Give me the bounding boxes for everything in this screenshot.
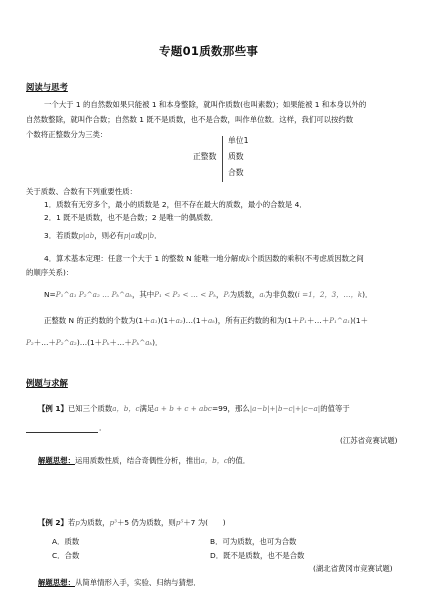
answer-blank[interactable] [26,432,98,433]
divisor-formula-line-2: P₂＋…＋P₂^a₂)…(1＋Pₖ＋…＋Pₖ^aₖ)． [26,338,163,347]
property-1: 1．质数有无穷多个，最小的质数是 2，但不存在最大的质数，最小的合数是 4． [44,200,307,209]
section-heading-reading: 阅读与思考 [26,82,68,92]
option-d[interactable]: D．既不是质数，也不是合数 [210,551,305,560]
example-2-hint: 解题思想：从简单情形入手，实验、归纳与猜想． [38,578,201,587]
classification-item-unit: 单位1 [228,136,249,145]
intro-line-2: 自然数整除，就叫作合数；自然数 1 既不是质数，也不是合数，叫作单位数．这样，我们可以按约数 [26,115,354,124]
option-a[interactable]: A．质数 [52,537,80,546]
example-1-hint: 解题思想：运用质数性质，结合奇偶性分析，推出a，b，c的值． [38,456,251,465]
classification-item-composite: 合数 [228,168,244,177]
classification-bracket [222,136,223,182]
math-prime-product: P₁^a₁ P₂^a₂ … Pₖ^aₖ [55,290,132,299]
example-2-tag: 【例 2】 [38,518,68,527]
property-4-line-2: 的顺序关系)： [26,268,74,277]
example-2-source: (湖北省黄冈市竞赛试题) [313,564,393,573]
math-prime-order: P₁ < P₂ < … < Pₖ [154,290,217,299]
example-1-source: (江苏省竞赛试题) [340,436,398,445]
math-p-divides-a: p|a [123,231,136,240]
classification-label: 正整数 [193,152,217,161]
page: 专题01质数那些事 阅读与思考 一个大于 1 的自然数如果只能被 1 和本身整除，就叫作质数(也叫素数)；如果能被 1 和本身以外的 自然数整除，就叫作合数；自然数 1 既不是质数，也不是合数，叫作单位数．这样，我们可以按约数 个数将正整数分为三类： 正整数 单位1 质数 合数 关于质数、合数有下列重要性质： 1．质数有无穷多个，最小的质数是 2，但不存在最大的质数，最小的合数是 4． 2．1 既不是质数，也不是合数；2 是唯一的偶质数． 3．若质数p|ab，则必有p|a或p|b． 4．算术基本定理：任意一个大于 1 的整数 N 能唯一地分解成k个质因数的乘积(不考虑质因数之间 的顺序关系)： N=P₁^a₁ P₂^a₂ … Pₖ^aₖ，其中P₁ < P₂ < … < Pₖ，Pᵢ为质数，aᵢ为非负数(i =1，2，3，…，k)． 正整数 N 的正约数的个数为(1＋a₁)(1＋a₂)…(1＋aₖ)，所有正约数的和为(1＋P₁＋…＋P₁^a₁)(1＋ P₂＋…＋P₂^a₂)…(1＋Pₖ＋…＋Pₖ^aₖ)． 例题与求解 【例 1】已知三个质数a，b，c满足a + b + c + abc=99，那么|a−b|+|b−c|+|c−a|的值等于 ． (江苏省竞赛试题) 解题思想：运用质数性质，结合奇偶性分析，推出a，b，c的值． 【例 2】若p为质数，p³＋5 仍为质数，则p⁵＋7 为( ) A．质数 B．可为质数，也可为合数 C．合数 D．既不是质数，也不是合数 (湖北省黄冈市竞赛试题) 解题思想：从简单情形入手，实验、归纳与猜想． [26,44,398,587]
property-2: 2．1 既不是质数，也不是合数；2 是唯一的偶质数． [44,213,219,222]
properties-heading: 关于质数、合数有下列重要性质： [26,187,137,196]
example-2-question: 【例 2】若p为质数，p³＋5 仍为质数，则p⁵＋7 为( ) [38,518,226,527]
section-heading-examples: 例题与求解 [26,378,68,388]
page-title: 专题01质数那些事 [159,44,259,58]
intro-line-3: 个数将正整数分为三类： [26,130,108,139]
property-4-line-1: 4．算术基本定理：任意一个大于 1 的整数 N 能唯一地分解成k个质因数的乘积(不考虑质因数之间 [44,254,364,263]
math-p-divides-ab: p|ab [78,231,95,240]
divisor-formula-line-1: 正整数 N 的正约数的个数为(1＋a₁)(1＋a₂)…(1＋aₖ)，所有正约数的和为(1＋P₁＋…＋P₁^a₁)(1＋ [44,316,368,325]
classification-item-prime: 质数 [228,152,244,161]
example-1-tag: 【例 1】 [38,404,68,413]
property-3: 3．若质数p|ab，则必有p|a或p|b． [44,231,162,240]
intro-line-1: 一个大于 1 的自然数如果只能被 1 和本身整除，就叫作质数(也叫素数)；如果能被 1 和本身以外的 [44,100,367,109]
example-1-question: 【例 1】已知三个质数a，b，c满足a + b + c + abc=99，那么|a−b|+|b−c|+|c−a|的值等于 [38,404,350,413]
math-absolute-sum: |a−b|+|b−c|+|c−a| [249,404,321,413]
math-sum-equation: a + b + c + abc [154,404,212,413]
option-b[interactable]: B．可为质数，也可为合数 [210,537,297,546]
math-p-divides-b: p|b [142,231,155,240]
option-c[interactable]: C．合数 [52,551,80,560]
factorization-formula: N=P₁^a₁ P₂^a₂ … Pₖ^aₖ，其中P₁ < P₂ < … < Pₖ，Pᵢ为质数，aᵢ为非负数(i =1，2，3，…，k)． [44,290,373,299]
